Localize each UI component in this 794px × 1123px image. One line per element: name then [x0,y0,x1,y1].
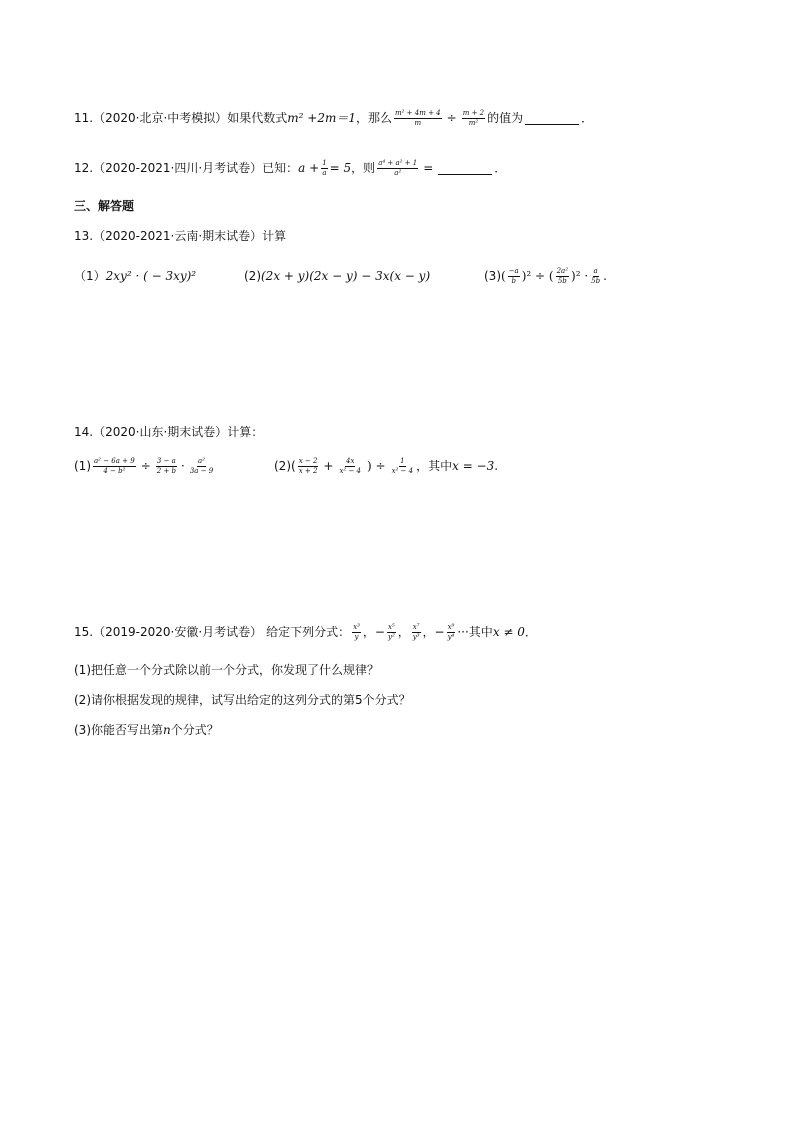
sub-question: (1)把任意一个分式除以前一个分式，你发现了什么规律？ [74,663,380,677]
numerator: m² + 4m + 4 [395,108,441,117]
period: ． [524,625,537,639]
q15-sub-3 [74,720,219,740]
fraction [156,457,177,476]
numerator: 2a² [556,266,569,275]
part-label: （1） [74,269,106,283]
numerator: a⁴ + a² + 1 [378,158,418,167]
separator: ， [397,625,410,639]
numerator: a [593,266,598,275]
numerator: x³ [353,622,360,631]
section-heading [74,196,134,216]
math-expression: = 5 [329,161,352,175]
separator: ，− [362,625,385,639]
operator: ) ÷ [367,459,386,473]
answer-blank[interactable] [525,112,579,125]
denominator: x + 2 [298,466,318,475]
question-number: 14. [74,425,94,439]
numerator: m + 2 [462,108,485,117]
math-expression: )² ÷ ( [521,269,554,283]
question-text: 计算 [262,229,287,243]
denominator: a² [394,168,402,177]
numerator: a² [198,456,206,465]
operator: + [323,459,334,473]
question-source: （2020·山东·期末试卷） [93,425,228,439]
question-text: ···其中 [457,625,493,639]
question-15 [74,622,537,642]
denominator: 5b [591,276,601,285]
fraction [412,623,421,642]
q14-part-2 [274,456,498,476]
question-text: 计算： [227,425,264,439]
fraction [391,457,415,476]
part-label: (3) [484,269,501,283]
part-label: (1) [74,459,91,473]
question-11 [74,108,593,128]
question-14 [74,422,263,442]
fraction [352,623,361,642]
answer-blank[interactable] [438,162,492,175]
q13-part-2 [244,266,430,286]
math-expression: ( [501,269,506,283]
question-text: 如果代数式 [227,111,288,125]
fraction [387,623,396,642]
numerator: x − 2 [298,456,318,465]
denominator: y² [387,632,395,641]
question-number: 11. [74,111,94,125]
part-label: (2)( [274,459,296,473]
numerator: x⁷ [412,622,420,631]
fraction [508,267,520,286]
period: ． [494,161,507,175]
operator: · [181,459,185,473]
q13-part-3 [484,266,607,286]
question-source: （2020-2021·云南·期末试卷） [93,229,263,243]
denominator: y³ [412,632,420,641]
part-label: (2) [244,269,261,283]
section-title: 三、解答题 [74,199,135,213]
q13-part-1 [74,266,196,286]
denominator: y [354,632,359,641]
denominator: 5b [557,276,567,285]
question-text: 给定下列分式： [266,625,351,639]
question-number: 13. [74,229,94,243]
denominator: m [414,118,422,127]
question-text: 已知： [262,161,299,175]
question-12 [74,158,506,178]
fraction [189,457,214,476]
question-text: ，那么 [356,111,393,125]
fraction [321,159,327,178]
fraction [556,267,569,286]
fraction [447,623,456,642]
separator: ，− [422,625,445,639]
numerator: −a [508,266,519,275]
denominator: x² − 4 [391,466,414,475]
question-text: ，则 [351,161,376,175]
math-expression: x = −3 [452,459,495,473]
operator: ÷ [140,459,151,473]
fraction [93,457,136,476]
equals-sign: = [423,161,434,175]
question-text: ，其中 [416,459,453,473]
fraction [462,109,485,128]
period: . [603,269,607,283]
question-number: 15. [74,625,94,639]
fraction [298,457,319,476]
q14-part-1 [74,456,216,476]
denominator: m² [468,118,479,127]
numerator: 4x [346,456,355,465]
period: ． [581,111,594,125]
denominator: 3a − 9 [189,466,214,475]
question-text: 的值为 [487,111,524,125]
sub-question: 个分式？ [170,723,219,737]
question-source: （2020-2021·四川·月考试卷） [93,161,263,175]
fraction [590,267,601,286]
denominator: 4 − b² [103,466,126,475]
numerator: x⁵ [387,622,395,631]
denominator: b [511,276,516,285]
fraction [338,457,362,476]
question-source: （2019-2020·安徽·月考试卷） [93,625,263,639]
operator: ÷ [446,111,457,125]
math-variable: n [163,723,171,737]
q15-sub-2 [74,690,411,710]
numerator: a² − 6a + 9 [94,456,135,465]
math-expression: 2xy² · ( − 3xy)² [105,269,197,283]
denominator: y⁴ [447,632,455,641]
fraction [377,159,418,178]
period: . [494,459,499,473]
sub-question: (3)你能否写出第 [74,723,163,737]
fraction [394,109,442,128]
math-expression: x ≠ 0 [492,625,525,639]
denominator: x² − 4 [339,466,361,475]
q15-sub-1 [74,660,379,680]
denominator: a [322,168,327,177]
math-expression: )² · [571,269,589,283]
question-number: 12. [74,161,94,175]
math-expression: a + [298,161,320,175]
numerator: 1 [322,158,327,167]
numerator: 1 [400,456,405,465]
denominator: 2 + b [156,466,177,475]
math-expression: (2x + y)(2x − y) − 3x(x − y) [261,269,431,283]
question-13 [74,226,286,246]
sub-question: (2)请你根据发现的规律，试写出给定的这列分式的第5个分式？ [74,693,411,707]
numerator: 3 − a [156,456,176,465]
numerator: x⁹ [447,622,455,631]
math-expression: m² +2m＝1 [287,111,356,125]
question-source: （2020·北京·中考模拟） [93,111,228,125]
